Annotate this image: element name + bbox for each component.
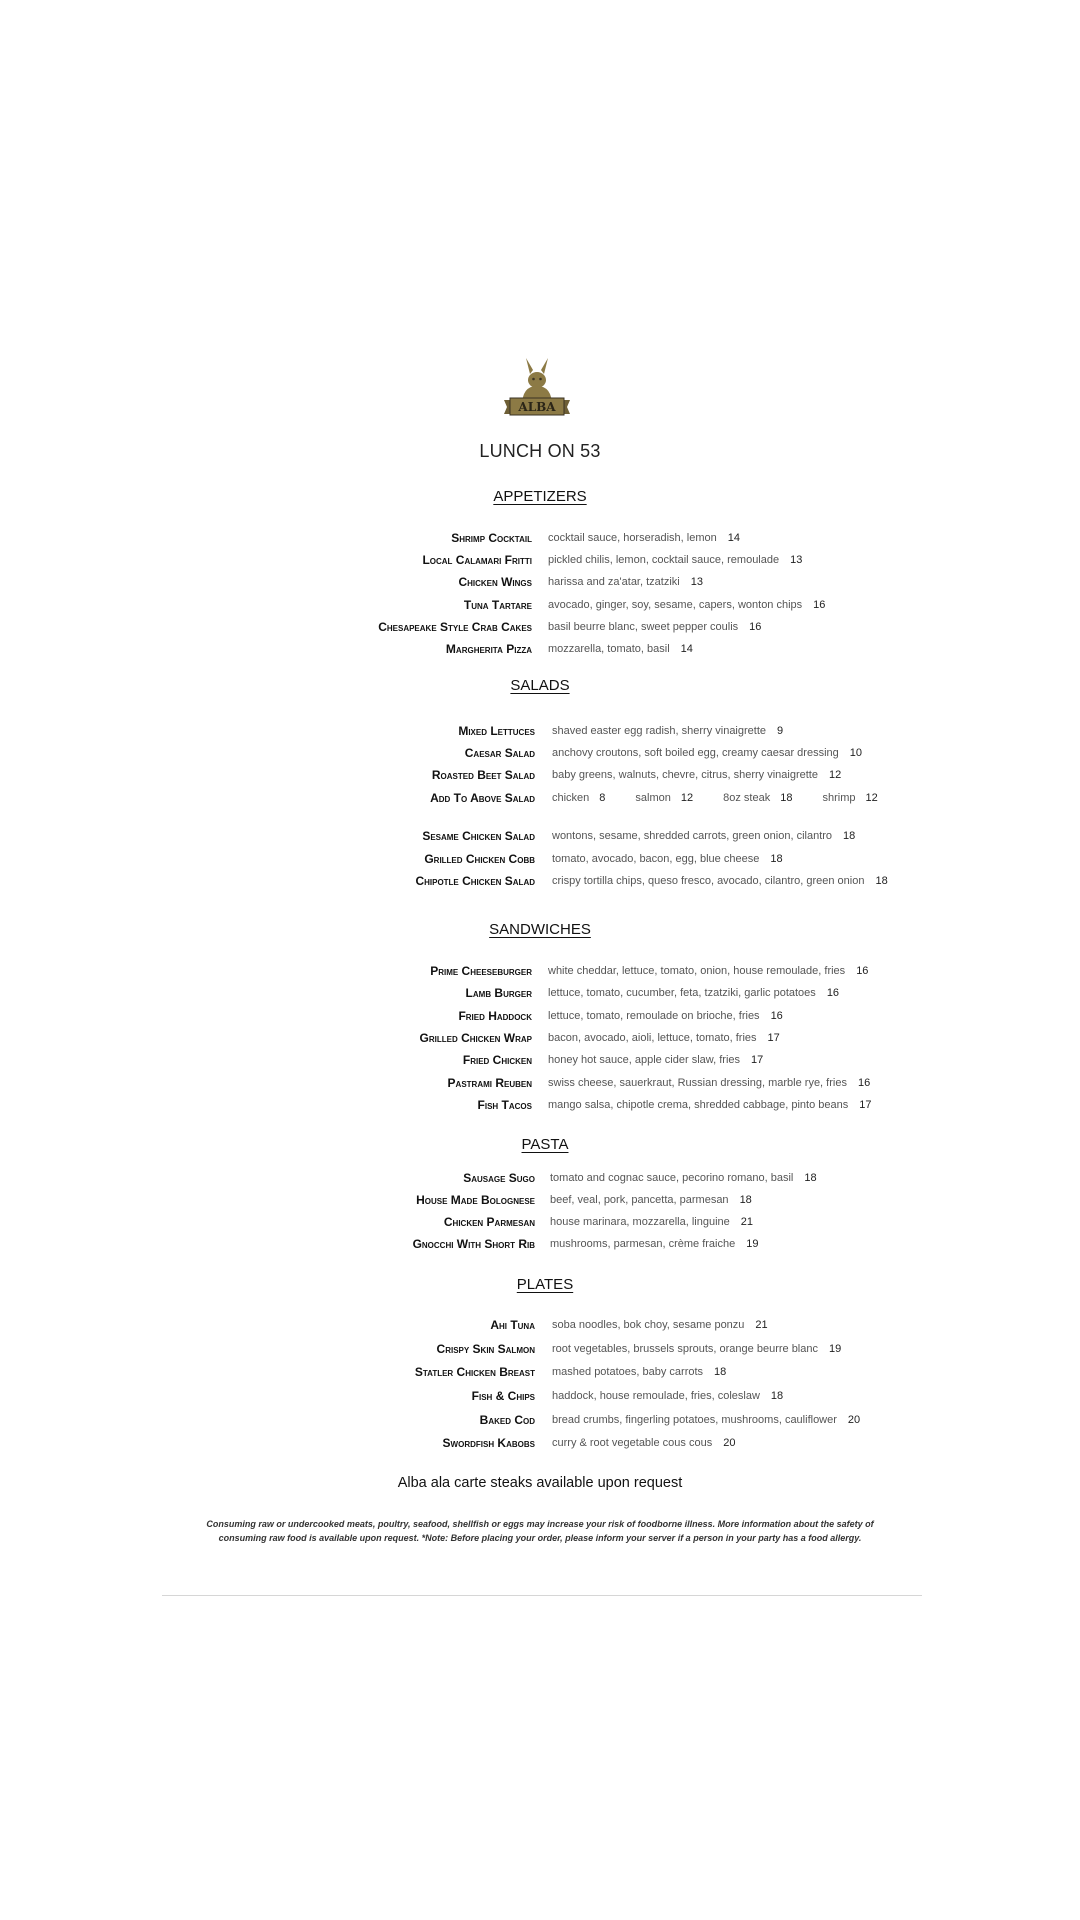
menu-item-name-wrap — [0, 1073, 532, 1093]
menu-item-desc-text: curry & root vegetable cous cous — [552, 1437, 713, 1449]
menu-item-name: Gnocchi With Short Rib — [412, 1237, 535, 1251]
menu-item — [0, 1050, 1080, 1070]
menu-item-desc-text: swiss cheese, sauerkraut, Russian dressing, marble rye, fries — [548, 1077, 847, 1089]
menu-item-desc-text: cocktail sauce, horseradish, lemon — [548, 532, 717, 544]
add-on-option-price: 8 — [599, 792, 606, 804]
add-on-option-price: 18 — [780, 792, 793, 804]
menu-item-price: 18 — [843, 830, 856, 842]
menu-item-description — [548, 572, 703, 592]
menu-item-name: Shrimp Cocktail — [451, 531, 532, 545]
menu-item-name-wrap — [0, 617, 532, 637]
menu-item-desc-text: honey hot sauce, apple cider slaw, fries — [548, 1054, 741, 1066]
menu-item-price: 18 — [770, 1390, 784, 1402]
menu-item-name-wrap — [0, 1190, 535, 1210]
menu-item-name: Sesame Chicken Salad — [422, 829, 535, 843]
menu-item-name: Roasted Beet Salad — [431, 768, 535, 782]
menu-item — [0, 572, 1080, 592]
menu-item-name-wrap — [0, 528, 532, 548]
menu-item-name-wrap — [0, 788, 535, 808]
menu-item — [0, 1315, 1080, 1335]
section-heading-salads: SALADS — [510, 677, 570, 694]
menu-item — [0, 1190, 1080, 1210]
menu-item-price: 18 — [804, 1172, 817, 1184]
menu-item-name: Prime Cheeseburger — [430, 964, 532, 978]
menu-item — [0, 1410, 1080, 1430]
menu-item-name-wrap — [0, 1095, 532, 1115]
food-safety-line-2: consuming raw food is available upon request. *Note: Before placing your order, please inform your server if a person in your party has a food allergy. — [218, 1533, 862, 1543]
menu-item-name-wrap — [0, 595, 532, 615]
menu-item-description — [548, 639, 693, 659]
menu-item-name-wrap — [0, 871, 535, 891]
menu-item-price: 21 — [755, 1319, 768, 1331]
menu-item — [0, 1362, 1080, 1382]
menu-item-name-wrap — [0, 1410, 535, 1430]
menu-item-description — [552, 765, 841, 785]
menu-item-price: 16 — [826, 987, 840, 999]
menu-item-desc-text: beef, veal, pork, pancetta, parmesan — [550, 1194, 729, 1206]
menu-item-description — [552, 1315, 768, 1335]
menu-item-desc-text: lettuce, tomato, cucumber, feta, tzatziki, garlic potatoes — [548, 987, 816, 999]
menu-item — [0, 1073, 1080, 1093]
menu-item — [0, 595, 1080, 615]
menu-item-name-wrap — [0, 826, 535, 846]
menu-item-desc-text: tomato and cognac sauce, pecorino romano, basil — [550, 1172, 794, 1184]
add-on-option-label: shrimp — [822, 792, 856, 804]
menu-item-name-wrap — [0, 1050, 532, 1070]
menu-item-description — [552, 743, 862, 763]
menu-item-name-wrap — [0, 743, 535, 763]
menu-item-price: 14 — [680, 643, 693, 655]
menu-item — [0, 765, 1080, 785]
add-on-option-label: salmon — [635, 792, 671, 804]
menu-item — [0, 871, 1080, 891]
page-title: LUNCH ON 53 — [479, 441, 601, 461]
menu-item-name: Local Calamari Fritti — [422, 553, 532, 567]
menu-item-name-wrap — [0, 639, 532, 659]
menu-item-price: 19 — [829, 1343, 842, 1355]
menu-item-description — [548, 1050, 763, 1070]
menu-item-name-wrap — [0, 1168, 535, 1188]
menu-item-name-wrap — [0, 1339, 535, 1359]
menu-item-description — [552, 871, 888, 891]
menu-item — [0, 743, 1080, 763]
menu-item-name: Margherita Pizza — [445, 642, 532, 656]
menu-item-price: 20 — [723, 1437, 736, 1449]
menu-item-description — [548, 983, 839, 1003]
menu-item-name: Ahi Tuna — [490, 1318, 535, 1332]
menu-item — [0, 983, 1080, 1003]
menu-item — [0, 1433, 1080, 1453]
menu-item-name: Pastrami Reuben — [447, 1076, 532, 1090]
menu-item — [0, 849, 1080, 869]
menu-item-name-wrap — [0, 721, 535, 741]
menu-item-price: 9 — [777, 725, 784, 737]
menu-item-name: Caesar Salad — [464, 746, 535, 760]
menu-item — [0, 1028, 1080, 1048]
menu-item-desc-text: mushrooms, parmesan, crème fraiche — [550, 1238, 736, 1250]
menu-item-price: 17 — [767, 1032, 780, 1044]
alba-logo — [502, 356, 572, 428]
menu-item-name-wrap — [0, 849, 535, 869]
menu-item-name: Mixed Lettuces — [458, 724, 535, 738]
menu-item — [0, 550, 1080, 570]
menu-item-price: 14 — [727, 532, 740, 544]
menu-item-price: 18 — [770, 853, 783, 865]
menu-item-desc-text: white cheddar, lettuce, tomato, onion, house remoulade, fries — [548, 965, 846, 977]
menu-item-name: Baked Cod — [479, 1413, 535, 1427]
menu-item-desc-text: harissa and za'atar, tzatziki — [548, 576, 680, 588]
menu-item — [0, 617, 1080, 637]
menu-item-description — [548, 1073, 870, 1093]
menu-item-desc-text: house marinara, mozzarella, linguine — [550, 1216, 730, 1228]
menu-item-price: 10 — [849, 747, 863, 759]
menu-item-name-wrap — [0, 1315, 535, 1335]
menu-item-name: Lamb Burger — [465, 986, 532, 1000]
menu-item-description — [552, 1433, 735, 1453]
menu-item-desc-text: shaved easter egg radish, sherry vinaigrette — [552, 725, 767, 737]
menu-item-name: Fried Chicken — [462, 1053, 532, 1067]
menu-item — [0, 528, 1080, 548]
menu-item-name-wrap — [0, 572, 532, 592]
menu-item-name-wrap — [0, 1234, 535, 1254]
menu-item-description — [548, 617, 761, 637]
menu-item-price: 17 — [751, 1054, 764, 1066]
salad-add-on-row — [0, 788, 1080, 808]
add-on-options — [552, 788, 908, 808]
menu-item-desc-text: anchovy croutons, soft boiled egg, creamy caesar dressing — [552, 747, 839, 759]
menu-item-desc-text: tomato, avocado, bacon, egg, blue cheese — [552, 853, 760, 865]
menu-item-desc-text: crispy tortilla chips, queso fresco, avocado, cilantro, green onion — [552, 875, 865, 887]
menu-item-name: Grilled Chicken Wrap — [419, 1031, 532, 1045]
steaks-note: Alba ala carte steaks available upon request — [397, 1475, 683, 1491]
menu-item-price: 13 — [690, 576, 703, 588]
menu-item-description — [550, 1234, 758, 1254]
menu-item-desc-text: wontons, sesame, shredded carrots, green onion, cilantro — [552, 830, 833, 842]
menu-item-name: Chesapeake Style Crab Cakes — [378, 620, 532, 634]
menu-item-price: 18 — [875, 875, 888, 887]
menu-item-desc-text: mango salsa, chipotle crema, shredded cabbage, pinto beans — [548, 1099, 849, 1111]
menu-item-desc-text: soba noodles, bok choy, sesame ponzu — [552, 1319, 745, 1331]
menu-item-name-wrap — [0, 1212, 535, 1232]
menu-item-price: 16 — [857, 1077, 871, 1089]
section-heading-appetizers: APPETIZERS — [493, 488, 587, 505]
menu-item-name-wrap — [0, 1362, 535, 1382]
menu-item-description — [552, 1410, 860, 1430]
menu-item-name-wrap — [0, 1028, 532, 1048]
menu-item-name-wrap — [0, 1433, 535, 1453]
menu-item-name-wrap — [0, 1006, 532, 1026]
menu-item-description — [548, 961, 868, 981]
menu-item-name-wrap — [0, 1386, 535, 1406]
menu-item-name: Swordfish Kabobs — [442, 1436, 535, 1450]
page-divider — [162, 1595, 922, 1596]
menu-item — [0, 1212, 1080, 1232]
menu-item-price: 16 — [770, 1010, 783, 1022]
menu-item-name: Statler Chicken Breast — [414, 1365, 535, 1379]
menu-item-desc-text: mashed potatoes, baby carrots — [552, 1366, 704, 1378]
menu-item-price: 21 — [740, 1216, 754, 1228]
add-on-option-label: chicken — [552, 792, 590, 804]
menu-item-price: 16 — [749, 621, 762, 633]
menu-item-price: 13 — [790, 554, 803, 566]
add-on-option-price: 12 — [680, 792, 694, 804]
menu-item — [0, 1386, 1080, 1406]
menu-item-name-wrap — [0, 961, 532, 981]
menu-item-price: 16 — [813, 599, 826, 611]
menu-item-desc-text: basil beurre blanc, sweet pepper coulis — [548, 621, 739, 633]
menu-item-desc-text: mozzarella, tomato, basil — [548, 643, 670, 655]
menu-item — [0, 1234, 1080, 1254]
menu-item — [0, 721, 1080, 741]
logo-text: ALBA — [518, 400, 556, 414]
menu-item — [0, 1006, 1080, 1026]
menu-item-price: 18 — [714, 1366, 727, 1378]
menu-item-description — [552, 721, 783, 741]
menu-item-name: Fried Haddock — [458, 1009, 532, 1023]
menu-item-desc-text: baby greens, walnuts, chevre, citrus, sherry vinaigrette — [552, 769, 818, 781]
menu-item-description — [552, 1362, 726, 1382]
menu-item-description — [548, 550, 802, 570]
add-on-name: Add To Above Salad — [430, 791, 535, 805]
menu-item-description — [552, 849, 783, 869]
menu-item-description — [552, 1386, 783, 1406]
menu-item-name-wrap — [0, 550, 532, 570]
menu-item-name: Chicken Parmesan — [443, 1215, 535, 1229]
menu-item-description — [548, 1006, 783, 1026]
menu-item-name-wrap — [0, 983, 532, 1003]
menu-item-name: Crispy Skin Salmon — [436, 1342, 535, 1356]
menu-item-desc-text: avocado, ginger, soy, sesame, capers, wonton chips — [548, 599, 803, 611]
menu-item-description — [552, 1339, 841, 1359]
menu-item-price: 18 — [739, 1194, 752, 1206]
menu-item-name: Fish & Chips — [471, 1389, 535, 1403]
section-heading-sandwiches: SANDWICHES — [489, 921, 591, 938]
menu-item — [0, 639, 1080, 659]
menu-item-desc-text: root vegetables, brussels sprouts, orange beurre blanc — [552, 1343, 818, 1355]
menu-item-price: 20 — [847, 1414, 861, 1426]
section-heading-pasta: PASTA — [521, 1136, 569, 1153]
menu-item-desc-text: pickled chilis, lemon, cocktail sauce, remoulade — [548, 554, 780, 566]
menu-item-name: Sausage Sugo — [463, 1171, 535, 1185]
menu-item-description — [548, 1095, 872, 1115]
menu-item-name: Tuna Tartare — [463, 598, 532, 612]
menu-item-description — [548, 595, 825, 615]
menu-item-price: 17 — [859, 1099, 872, 1111]
menu-item-desc-text: lettuce, tomato, remoulade on brioche, fries — [548, 1010, 760, 1022]
menu-item-description — [548, 528, 740, 548]
menu-item — [0, 1168, 1080, 1188]
menu-item-name: Chipotle Chicken Salad — [415, 874, 535, 888]
menu-item — [0, 961, 1080, 981]
menu-item — [0, 1095, 1080, 1115]
menu-item-price: 16 — [856, 965, 869, 977]
food-safety-line-1: Consuming raw or undercooked meats, poultry, seafood, shellfish or eggs may increase your risk of foodborne illness. More information about the safety of — [206, 1519, 874, 1529]
menu-item-description — [550, 1190, 752, 1210]
menu-item-desc-text: haddock, house remoulade, fries, coleslaw — [552, 1390, 760, 1402]
add-on-option-price: 12 — [865, 792, 878, 804]
menu-item-name: Grilled Chicken Cobb — [424, 852, 535, 866]
menu-item-name: House Made Bolognese — [416, 1193, 535, 1207]
menu-item-desc-text: bacon, avocado, aioli, lettuce, tomato, fries — [548, 1032, 757, 1044]
menu-item-name-wrap — [0, 765, 535, 785]
menu-item-name: Fish Tacos — [477, 1098, 532, 1112]
section-heading-plates: PLATES — [516, 1276, 574, 1293]
menu-item — [0, 826, 1080, 846]
menu-item — [0, 1339, 1080, 1359]
menu-item-price: 19 — [746, 1238, 759, 1250]
menu-item-description — [552, 826, 855, 846]
menu-item-description — [550, 1212, 753, 1232]
menu-item-price: 12 — [828, 769, 842, 781]
food-safety-notice — [200, 1517, 880, 1545]
menu-item-description — [548, 1028, 780, 1048]
add-on-option-label: 8oz steak — [723, 792, 771, 804]
menu-item-description — [550, 1168, 817, 1188]
menu-item-name: Chicken Wings — [458, 575, 532, 589]
menu-item-desc-text: bread crumbs, fingerling potatoes, mushrooms, cauliflower — [552, 1414, 837, 1426]
